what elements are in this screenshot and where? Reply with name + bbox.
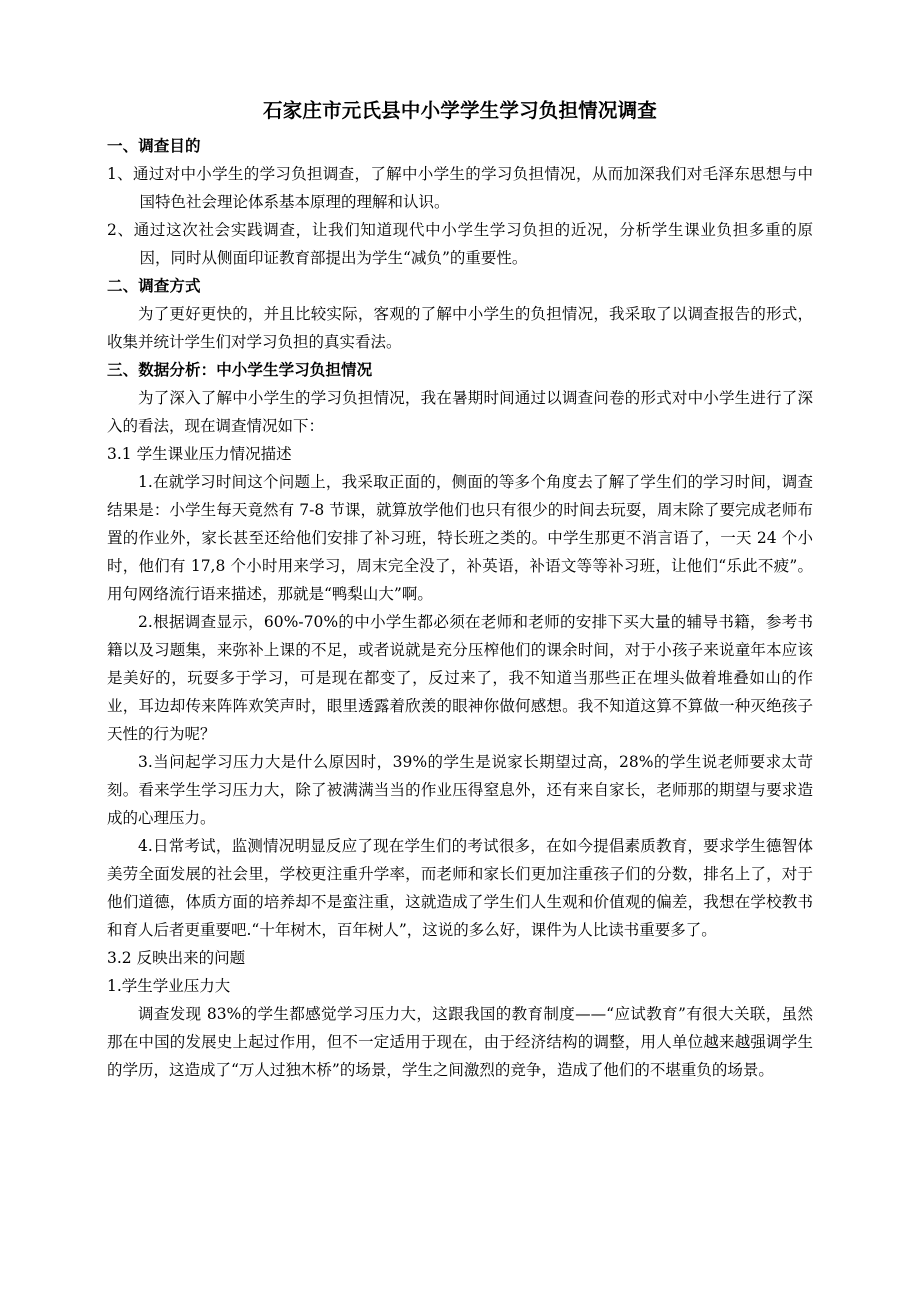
subsection-3-2-paragraph-1: 调查发现 83%的学生都感觉学习压力大，这跟我国的教育制度——“应试教育”有很大关联，虽然那在中国的发展史上起过作用，但不一定适用于现在，由于经济结构的调整，用人单位越来越强调学生的学历，这造成了“万人过独木桥”的场景，学生之间激烈的竞争，造成了他们的不堪重负的场景。 bbox=[107, 1005, 813, 1079]
purpose-item-2: 2、通过这次社会实践调查，让我们知道现代中小学生学习负担的近况，分析学生课业负担多重的原因，同时从侧面印证教育部提出为学生“减负”的重要性。 bbox=[107, 221, 813, 267]
subsection-heading-3-2: 3.2 反映出来的问题 bbox=[107, 949, 246, 967]
subsection-3-1-paragraph-3: 3.当问起学习压力大是什么原因时，39%的学生是说家长期望过高，28%的学生说老师要求太苛刻。看来学生学习压力大，除了被满满当当的作业压得窒息外，还有来自家长，老师那的期望与要求造成的心理压力。 bbox=[107, 753, 813, 827]
document-body bbox=[107, 96, 813, 1084]
method-paragraph-1: 为了更好更快的，并且比较实际，客观的了解中小学生的负担情况，我采取了以调查报告的形式，收集并统计学生们对学习负担的真实看法。 bbox=[107, 305, 813, 351]
section-heading-purpose: 一、调查目的 bbox=[107, 137, 201, 155]
subsection-3-1-paragraph-1: 1.在就学习时间这个问题上，我采取正面的，侧面的等多个角度去了解了学生们的学习时间，调查结果是：小学生每天竟然有 7-8 节课，就算放学他们也只有很少的时间去玩耍，周末除了要完成老师布置的作业外，家长甚至还给他们安排了补习班，特长班之类的。中学生那更不消言语了，一天 24 个小时，他们有 17,8 个小时用来学习，周末完全没了，补英语，补语文等等补习班，让他们“乐此不疲”。用句网络流行语来描述，那就是“鸭梨山大”啊。 bbox=[107, 473, 813, 603]
purpose-item-1: 1、通过对中小学生的学习负担调查，了解中小学生的学习负担情况，从而加深我们对毛泽东思想与中国特色社会理论体系基本原理的理解和认识。 bbox=[107, 165, 813, 211]
document-title: 石家庄市元氏县中小学学生学习负担情况调查 bbox=[262, 99, 657, 122]
data-analysis-intro: 为了深入了解中小学生的学习负担情况，我在暑期时间通过以调查问卷的形式对中小学生进行了深入的看法，现在调查情况如下： bbox=[107, 389, 813, 435]
section-heading-method: 二、调查方式 bbox=[107, 277, 201, 295]
section-heading-data-analysis: 三、数据分析：中小学生学习负担情况 bbox=[107, 361, 373, 379]
subsection-3-1-paragraph-2: 2.根据调查显示，60%-70%的中小学生都必须在老师和老师的安排下买大量的辅导书籍，参考书籍以及习题集，来弥补上课的不足，或者说就是充分压榨他们的课余时间，对于小孩子来说童年本应该是美好的，玩耍多于学习，可是现在都变了，反过来了，我不知道当那些正在埋头做着堆叠如山的作业，耳边却传来阵阵欢笑声时，眼里透露着欣羡的眼神你做何感想。我不知道这算不算做一种灭绝孩子天性的行为呢？ bbox=[107, 613, 813, 743]
subsection-3-1-paragraph-4: 4.日常考试，监测情况明显反应了现在学生们的考试很多，在如今提倡素质教育，要求学生德智体美劳全面发展的社会里，学校更注重升学率，而老师和家长们更加注重孩子们的分数，排名上了，对于他们道德，体质方面的培养却不是蛮注重，这就造成了学生们人生观和价值观的偏差，我想在学校教书和育人后者更重要吧.“十年树木，百年树人”，这说的多么好，课件为人比读书重要多了。 bbox=[107, 837, 813, 939]
subsection-heading-3-1: 3.1 学生课业压力情况描述 bbox=[107, 445, 292, 463]
subsection-3-2-item-heading: 1.学生学业压力大 bbox=[107, 977, 231, 995]
